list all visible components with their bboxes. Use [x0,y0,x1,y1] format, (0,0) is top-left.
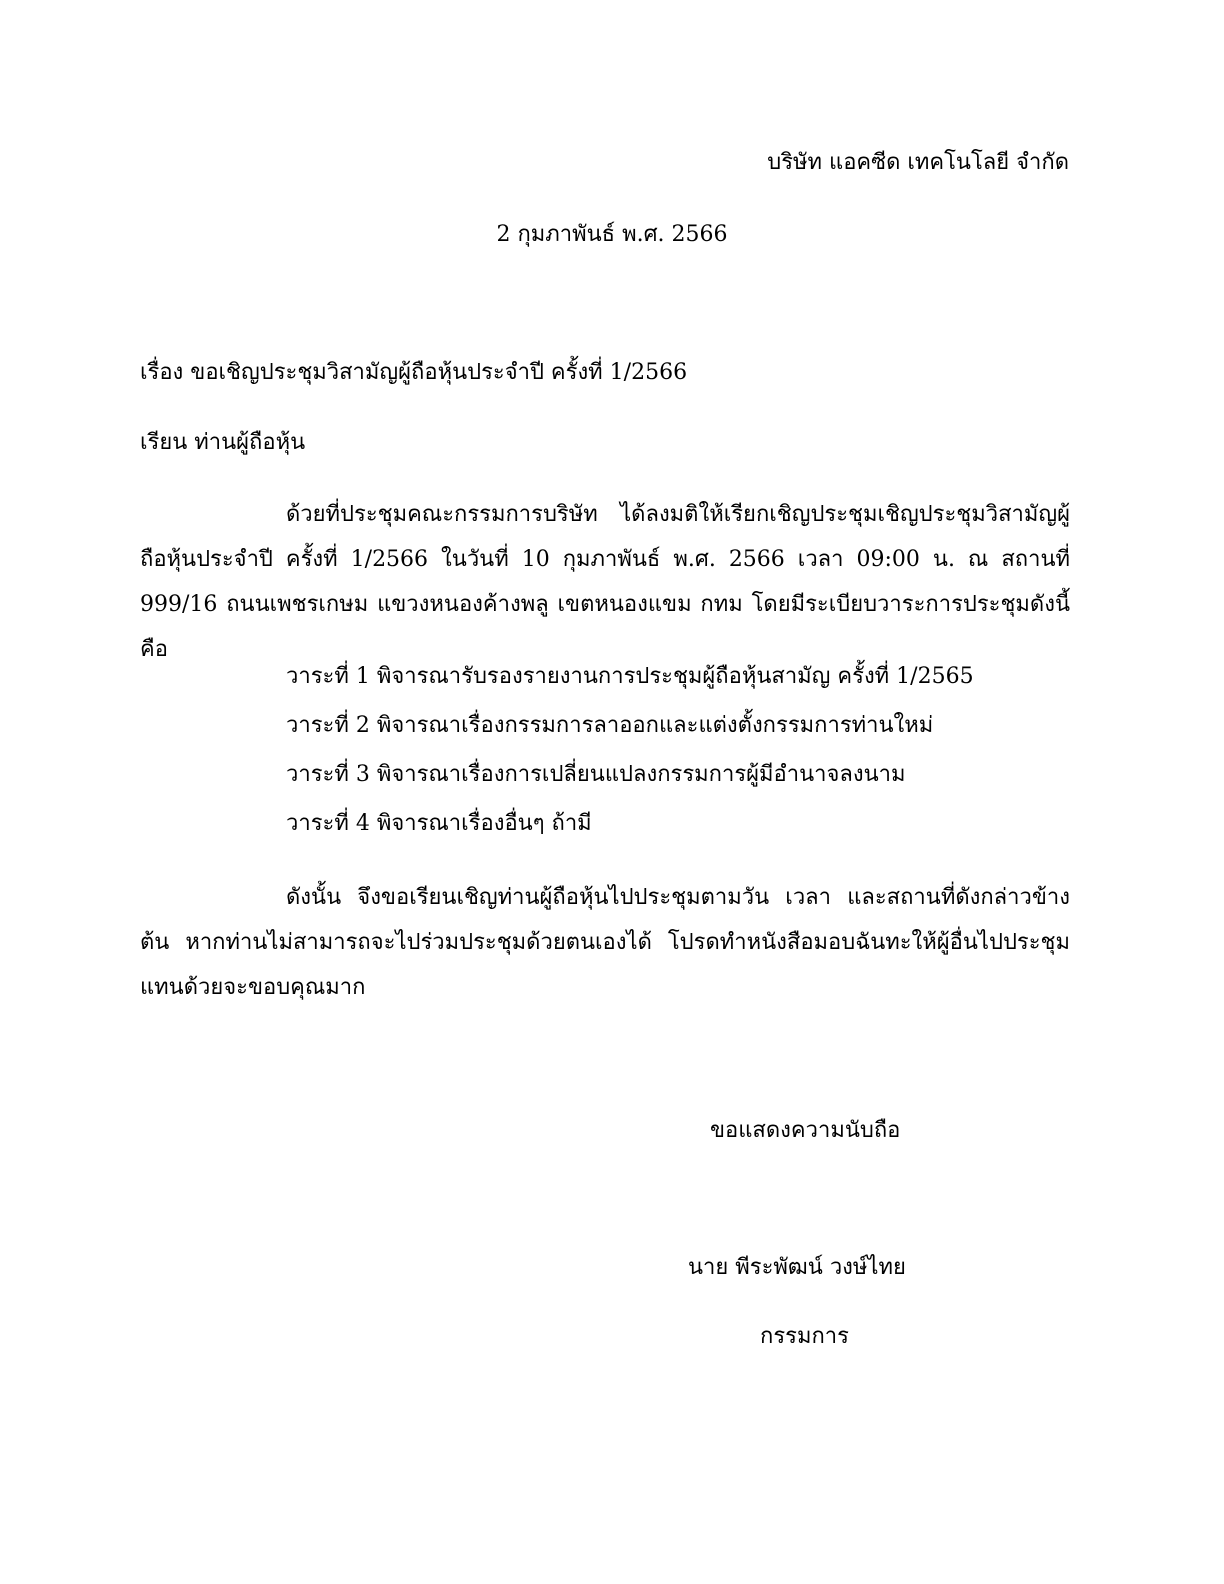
agenda-item: วาระที่ 3 พิจารณาเรื่องการเปลี่ยนแปลงกรรมการผู้มีอำนาจลงนาม [286,762,906,787]
agenda-item: วาระที่ 4 พิจารณาเรื่องอื่นๆ ถ้ามี [286,811,592,836]
company-name: บริษัท แอคซีด เทคโนโลยี จำกัด [767,150,1069,175]
agenda-list [286,662,974,858]
letter-salutation: เรียน ท่านผู้ถือหุ้น [140,430,306,455]
letter-date: 2 กุมภาพันธ์ พ.ศ. 2566 [496,222,728,247]
signer-name: นาย พีระพัฒน์ วงษ์ไทย [688,1255,906,1280]
body-paragraph-2: ดังนั้น จึงขอเรียนเชิญท่านผู้ถือหุ้นไปประชุมตามวัน เวลา และสถานที่ดังกล่าวข้างต้น หากท่านไม่สามารถจะไปร่วมประชุมด้วยตนเองได้ โปรดทำหนังสือมอบฉันทะให้ผู้อื่นไปประชุมแทนด้วยจะขอบคุณมาก [140,885,1070,1000]
agenda-item: วาระที่ 1 พิจารณารับรองรายงานการประชุมผู้ถือหุ้นสามัญ ครั้งที่ 1/2565 [286,664,974,689]
closing-line: ขอแสดงความนับถือ [710,1118,901,1143]
signer-position: กรรมการ [760,1324,849,1349]
agenda-item: วาระที่ 2 พิจารณาเรื่องกรรมการลาออกและแต่งตั้งกรรมการท่านใหม่ [286,713,934,738]
letter-subject: เรื่อง ขอเชิญประชุมวิสามัญผู้ถือหุ้นประจำปี ครั้งที่ 1/2566 [140,360,688,385]
body-paragraph-1: ด้วยที่ประชุมคณะกรรมการบริษัท ได้ลงมติให้เรียกเชิญประชุมเชิญประชุมวิสามัญผู้ถือหุ้นประจำปี ครั้งที่ 1/2566 ในวันที่ 10 กุมภาพันธ์ พ.ศ. 2566 เวลา 09:00 น. ณ สถานที่ 999/16 ถนนเพชรเกษม แขวงหนองค้างพลู เขตหนองแขม กทม โดยมีระเบียบวาระการประชุมดังนี้ คือ [140,502,1070,662]
